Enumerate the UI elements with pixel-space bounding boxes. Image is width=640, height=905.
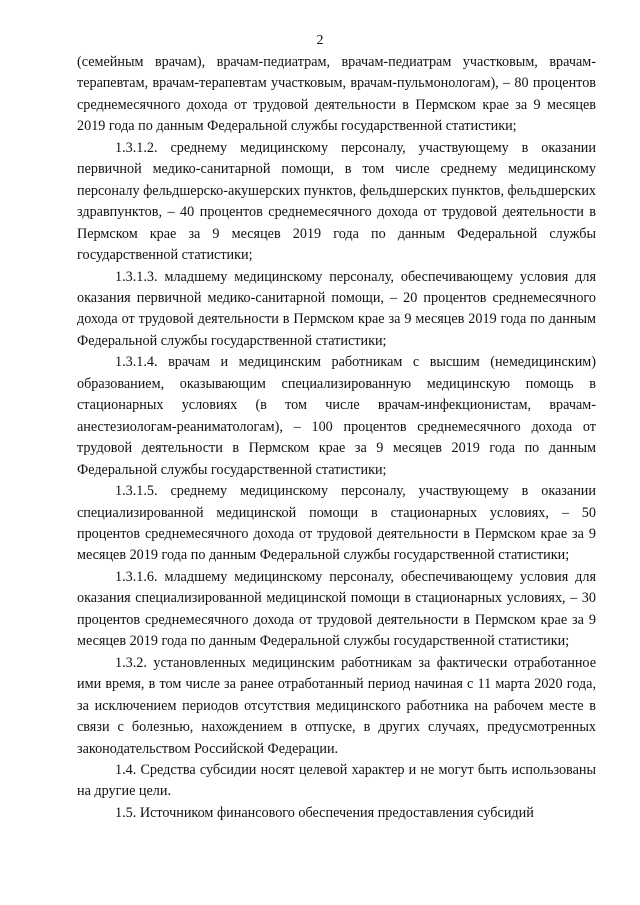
paragraph-continuation: (семейным врачам), врачам-педиатрам, врачам-педиатрам участковым, врачам-терапевтам, врачам-терапевтам участковым, врачам-пульмонологам), – 80 процентов среднемесячного дохода от трудовой деятельности в Пермском крае за 9 месяцев 2019 года по данным Федеральной службы государственной статистики; <box>77 54 596 135</box>
page-number: 2 <box>316 33 324 48</box>
paragraph-1-3-2: 1.3.2. установленных медицинским работникам за фактически отработанное ими время, в том числе за ранее отработанный период начиная с 11 марта 2020 года, за исключением периодов отсутствия медицинского работника на рабочем месте в связи с болезнью, нахождением в отпуске, в других случаях, предусмотренных законодательством Российской Федерации. <box>77 654 596 757</box>
paragraph-1-3-1-2: 1.3.1.2. среднему медицинскому персоналу, участвующему в оказании первичной медико-санитарной помощи, в том числе среднему медицинскому персоналу фельдшерско-акушерских пунктов, фельдшерских пунктов, фельдшерских здравпунктов, – 40 процентов среднемесячного дохода от трудовой деятельности в Пермском крае за 9 месяцев 2019 года по данным Федеральной службы государственной статистики; <box>77 139 597 264</box>
paragraph-1-3-1-4: 1.3.1.4. врачам и медицинским работникам с высшим (немедицинским) образованием, оказывающим специализированную медицинскую помощь в стационарных условиях (в том числе врачам-инфекционистам, врачам-анестезиологам-реаниматологам), – 100 процентов среднемесячного дохода от трудовой деятельности в Пермском крае за 9 месяцев 2019 года по данным Федеральной службы государственной статистики; <box>77 354 596 478</box>
paragraph-1-3-1-6: 1.3.1.6. младшему медицинскому персоналу, обеспечивающему условия для оказания специализированной медицинской помощи в стационарных условиях, – 30 процентов среднемесячного дохода от трудовой деятельности в Пермском крае за 9 месяцев 2019 года по данным Федеральной службы государственной статистики; <box>77 568 596 650</box>
document-body <box>77 52 596 824</box>
paragraph-1-3-1-3: 1.3.1.3. младшему медицинскому персоналу, обеспечивающему условия для оказания первичной медико-санитарной помощи, – 20 процентов среднемесячного дохода от трудовой деятельности в Пермском крае за 9 месяцев 2019 года по данным Федеральной службы государственной статистики; <box>77 268 596 349</box>
paragraph-1-4: 1.4. Средства субсидии носят целевой характер и не могут быть использованы на другие цели. <box>77 761 596 800</box>
paragraph-1-3-1-5: 1.3.1.5. среднему медицинскому персоналу, участвующему в оказании специализированной медицинской помощи в стационарных условиях, – 50 процентов среднемесячного дохода от трудовой деятельности в Пермском крае за 9 месяцев 2019 года по данным Федеральной службы государственной статистики; <box>77 483 596 564</box>
paragraph-1-5: 1.5. Источником финансового обеспечения предоставления субсидий <box>115 804 534 821</box>
